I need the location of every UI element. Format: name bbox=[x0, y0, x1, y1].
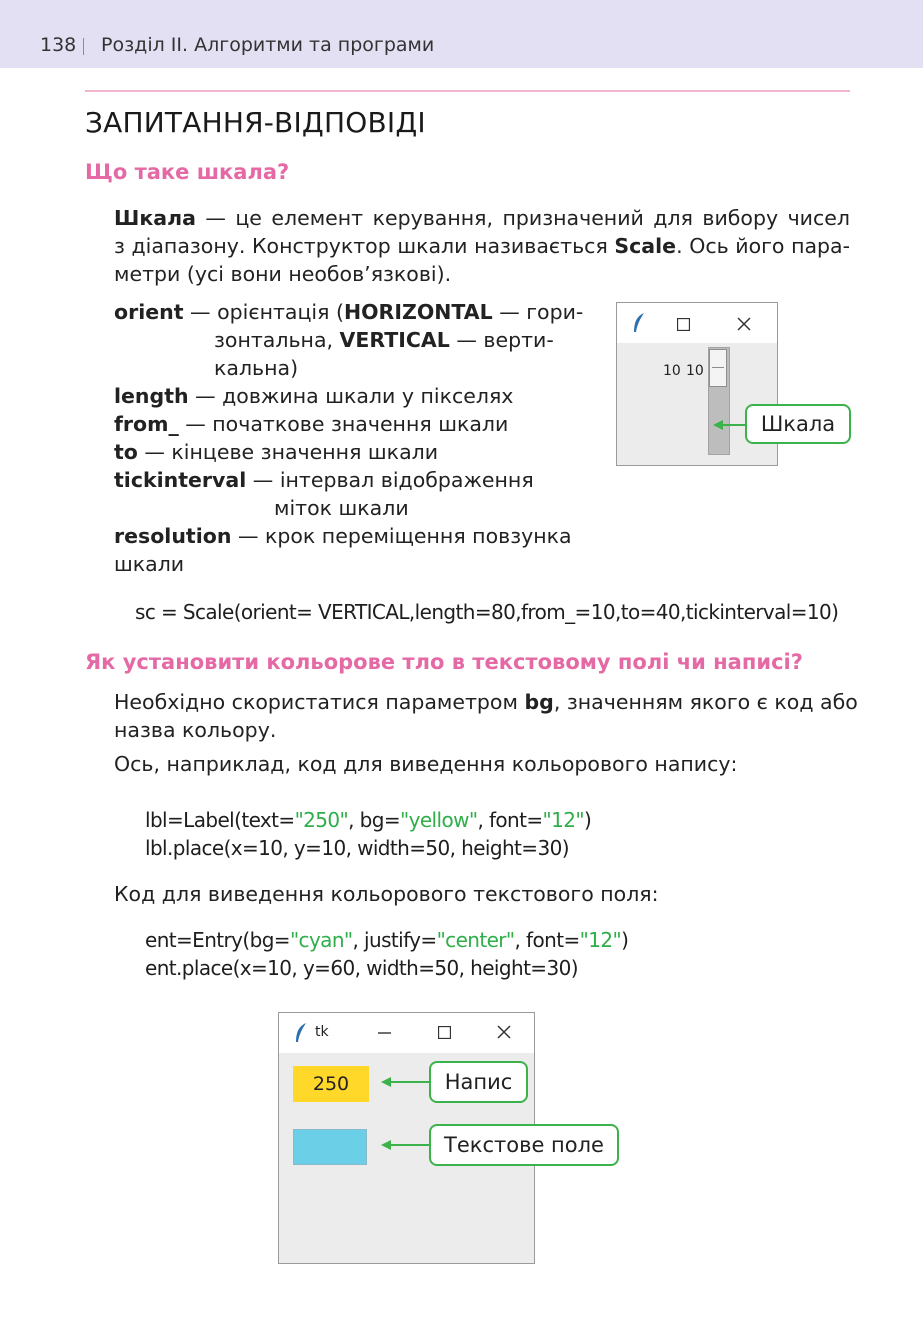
header-separator bbox=[83, 38, 84, 55]
feather-icon bbox=[293, 1022, 309, 1044]
param-desc: — інтервал відображення bbox=[246, 468, 534, 492]
code-part: ent=Entry(bg= bbox=[145, 928, 290, 952]
entry-callout: Текстове поле bbox=[429, 1124, 619, 1166]
param-resolution bbox=[114, 522, 572, 550]
answer-text: , значенням якого є код або bbox=[553, 690, 858, 714]
close-icon[interactable] bbox=[737, 317, 751, 331]
code-part: , font= bbox=[514, 928, 580, 952]
param-desc: — крок переміщення повзунка bbox=[231, 524, 572, 548]
code-string: "yellow" bbox=[400, 808, 478, 832]
maximize-icon[interactable] bbox=[438, 1026, 451, 1039]
page-heading: ЗАПИТАННЯ-ВІДПОВІДІ bbox=[85, 106, 426, 139]
param-from bbox=[114, 410, 508, 438]
header-rule bbox=[85, 90, 850, 92]
param-orient-line-3: кальна) bbox=[214, 356, 299, 380]
entry-code-line-2: ent.place(x=10, y=60, width=50, height=30) bbox=[145, 956, 578, 980]
code-part: , font= bbox=[477, 808, 543, 832]
page-number: 138 bbox=[40, 34, 77, 56]
window-titlebar bbox=[617, 303, 777, 343]
question-background: Як установити кольорове тло в текстовому полі чи написі? bbox=[85, 650, 803, 674]
param-desc: — гори- bbox=[492, 300, 584, 324]
page-header bbox=[0, 0, 923, 68]
param-orient bbox=[114, 298, 583, 326]
param-desc: — верти- bbox=[449, 328, 554, 352]
param-name: resolution bbox=[114, 524, 232, 548]
bg-param-name: bg bbox=[524, 690, 554, 714]
param-name: from_ bbox=[114, 412, 179, 436]
scale-code: sc = Scale(orient= VERTICAL,length=80,from_=10,to=40,tickinterval=10) bbox=[135, 600, 839, 624]
param-orient-line-2 bbox=[214, 326, 554, 354]
param-name: orient bbox=[114, 300, 184, 324]
param-value: HORIZONTAL bbox=[343, 300, 493, 324]
answer-text: Необхідно скористатися параметром bbox=[114, 690, 525, 714]
param-name: tickinterval bbox=[114, 468, 247, 492]
bg-answer-line-2: назва кольору. bbox=[114, 718, 277, 742]
param-desc: — орієнтація ( bbox=[183, 300, 344, 324]
code-part: lbl=Label(text= bbox=[145, 808, 295, 832]
scale-intro-text-1: — це елемент керування, призначений для вибору чисел bbox=[195, 206, 850, 230]
scale-class-name: Scale bbox=[614, 234, 677, 258]
entry-code-intro: Код для виведення кольорового текстового поля: bbox=[114, 882, 659, 906]
scale-callout: Шкала bbox=[745, 404, 851, 444]
scale-tick-label: 10 bbox=[663, 363, 681, 379]
param-name: to bbox=[114, 440, 138, 464]
entry-code-line-1 bbox=[145, 928, 628, 952]
code-string: "12" bbox=[579, 928, 622, 952]
code-string: "cyan" bbox=[289, 928, 353, 952]
bg-answer-line-1 bbox=[114, 688, 858, 716]
param-name: length bbox=[114, 384, 189, 408]
code-string: "12" bbox=[542, 808, 584, 832]
param-resolution-line-2: шкали bbox=[114, 552, 185, 576]
label-callout: Напис bbox=[429, 1061, 528, 1103]
window-titlebar bbox=[279, 1013, 534, 1053]
minimize-icon[interactable] bbox=[378, 1032, 391, 1034]
label-code-intro: Ось, наприклад, код для виведення кольорового напису: bbox=[114, 752, 738, 776]
colored-entry[interactable] bbox=[293, 1129, 367, 1165]
code-part: ) bbox=[584, 808, 592, 832]
scale-intro-line-3: метри (усі вони необов’язкові). bbox=[114, 262, 452, 286]
param-desc: — довжина шкали у пікселях bbox=[188, 384, 514, 408]
window-title: tk bbox=[315, 1024, 329, 1040]
entry-callout-arrow bbox=[381, 1137, 431, 1153]
param-to bbox=[114, 438, 438, 466]
param-desc: зонтальна, bbox=[214, 328, 340, 352]
scale-intro-line-1 bbox=[114, 204, 850, 232]
colored-label: 250 bbox=[293, 1066, 369, 1102]
scale-value-label: 10 bbox=[686, 363, 704, 379]
section-title: Розділ II. Алгоритми та програми bbox=[101, 34, 435, 56]
code-part: ) bbox=[621, 928, 629, 952]
code-part: , justify= bbox=[352, 928, 437, 952]
param-tickinterval bbox=[114, 466, 534, 494]
param-tickinterval-line-2: міток шкали bbox=[274, 496, 409, 520]
code-string: "250" bbox=[294, 808, 349, 832]
param-desc: — кінцеве значення шкали bbox=[137, 440, 439, 464]
label-code-line-2: lbl.place(x=10, y=10, width=50, height=30) bbox=[145, 836, 569, 860]
code-part: , bg= bbox=[348, 808, 401, 832]
param-desc: — початкове значення шкали bbox=[178, 412, 509, 436]
close-icon[interactable] bbox=[497, 1025, 511, 1039]
maximize-icon[interactable] bbox=[677, 318, 690, 331]
scale-intro-line-2 bbox=[114, 232, 850, 260]
question-scale: Що таке шкала? bbox=[85, 160, 290, 184]
scale-intro-text-3: . Ось його пара- bbox=[676, 234, 851, 258]
scale-term: Шкала bbox=[114, 206, 196, 230]
scale-intro-text-2: з діапазону. Конструктор шкали називається bbox=[114, 234, 615, 258]
feather-icon bbox=[631, 312, 647, 334]
scale-callout-arrow bbox=[713, 417, 747, 433]
scale-slider-handle[interactable] bbox=[709, 349, 727, 387]
label-code-line-1 bbox=[145, 808, 591, 832]
label-callout-arrow bbox=[381, 1074, 431, 1090]
code-string: "center" bbox=[436, 928, 515, 952]
param-value: VERTICAL bbox=[339, 328, 450, 352]
param-length bbox=[114, 382, 513, 410]
